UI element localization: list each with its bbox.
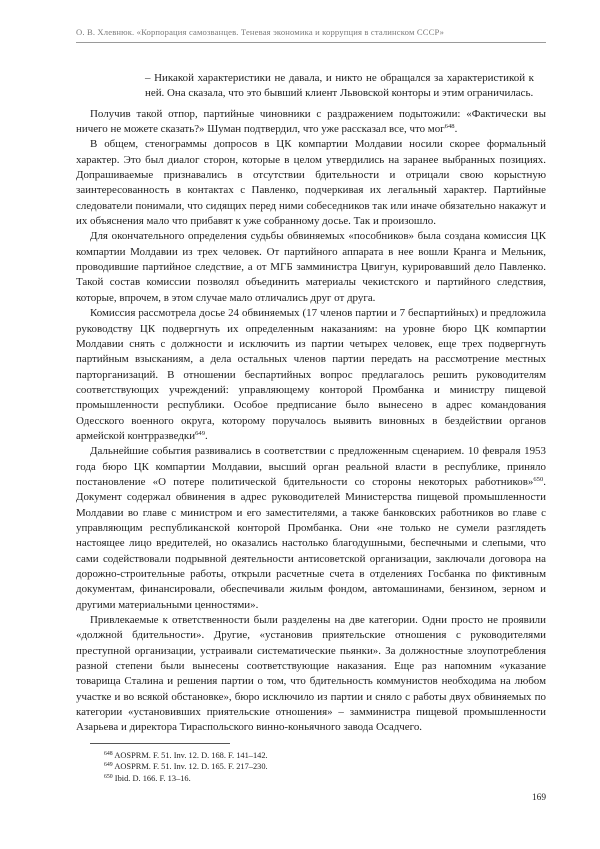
paragraph-text: В общем, стенограммы допросов в ЦК компартии Молдавии носили скорее формальный характер. Это был диалог сторон, которые в целом утвердились на заранее выбранных позициях. Допрашиваемые признавались в отсутствии бдительности и отрицали свою корыстную заинтересованность в контактах с Павленко, подчеркивая их легальный характер. Партийные следователи понимали, что сидящих перед ними собеседников так или иначе обязательно накажут и их объяснения мало что прибавят к уже собранному досье. Так и произошло. — [76, 138, 546, 228]
paragraph-text: Для окончательного определения судьбы обвиняемых «пособников» была создана комиссия ЦК компартии Молдавии из трех человек. От партийного аппарата в нее вошли Кранга и Мельник, проводившие партийное следствие, а от МГБ замминистра Цвигун, курировавший дело Павленко. Такой состав комиссии позволял объединить материалы чекистского и партийного следствия, которые, впрочем, в этом случае мало отличались друг от друга. — [76, 230, 546, 304]
paragraph-text: Получив такой отпор, партийные чиновники с раздражением подытожили: «Фактически вы ничего не можете сказать?» Шуман подтвердил, что уже рассказал все, что мог — [76, 107, 546, 136]
paragraph-text: Привлекаемые к ответственности были разделены на две категории. Одни просто не проявили «должной бдительности». Другие, «установив приятельские отношения с руководителями преступной организации, устраивали систематические пьянки». За должностные злоупотребления разной степени были вынесены соответствующие наказания. Еще раз напомним «указание товарища Сталина и решения партии о том, что бдительность коммунистов необходима на любом участке и во всякой обстановке», бюро исключило из партии и сняло с работы двух обвиняемых по категории «установивших приятельские отношения» – замминистра пищевой промышленности Азарьева и директора Тираспольского винно-коньячного завода Осадчего. — [76, 614, 546, 734]
paragraph — [76, 137, 546, 229]
paragraph-list — [76, 107, 546, 736]
footnote-text: AOSPRM. F. 51. Inv. 12. D. 168. F. 141–142. — [112, 751, 268, 760]
paragraph-text: Комиссия рассмотрела досье 24 обвиняемых (17 членов партии и 7 беспартийных) и предложила руководству ЦК подвергнуть их определенным наказаниям: на уровне бюро ЦК компартии Молдавии снять с должности и исключить из партии четырех человек, еще трех подвергнуть партийным взысканиям, а дела остальных членов партии передать на рассмотрение местных парторганизаций. В отношении беспартийных вопрос предлагалось решить руководителям соответствующих учреждений: управляющему конторой Промбанка и министру пищевой промышленности республики. Особое предписание было вынесено в адрес командования Одесского военного округа, которому поручалось выявить виновных в бездействии органов армейской контрразведки — [76, 307, 546, 442]
paragraph — [76, 306, 546, 444]
paragraph-text: Дальнейшие события развивались в соответствии с предложенным сценарием. 10 февраля 1953 года бюро ЦК компартии Молдавии, высший орган реальной власти в республике, приняло постановление «О потере политической бдительности со стороны некоторых работников» — [76, 445, 546, 488]
footnote-rule — [90, 743, 230, 744]
footnote — [104, 773, 464, 784]
footnote — [104, 761, 464, 772]
footnote — [104, 750, 464, 761]
footnote-number: 649 — [104, 762, 113, 769]
footnote-ref: 649 — [195, 429, 205, 437]
footnote-ref: 650 — [533, 475, 544, 483]
footnote-text: Ibid. D. 166. F. 13–16. — [112, 773, 191, 783]
block-quote: – Никакой характеристики не давала, и никто не обращался за характеристикой к ней. Она сказала, что это бывший клиент Львовской конторы и этим ограничилась. — [145, 72, 534, 100]
footnote-number: 648 — [104, 751, 113, 757]
header-rule — [76, 42, 546, 43]
main-text — [76, 71, 546, 736]
footnote-text: AOSPRM. F. 51. Inv. 12. D. 165. F. 217–230. — [112, 762, 268, 772]
page-number: 169 — [531, 793, 546, 803]
footnote-ref: 648 — [444, 123, 455, 131]
paragraph — [76, 444, 546, 613]
paragraph — [76, 229, 546, 306]
running-head: О. В. Хлевнюк. «Корпорация самозванцев. Теневая экономика и коррупция в сталинском СССР» — [76, 27, 445, 37]
paragraph-text: . — [205, 429, 208, 442]
paragraph-text: . — [454, 123, 458, 136]
footnote-number: 650 — [104, 773, 113, 780]
paragraph — [76, 613, 546, 736]
footnote-list — [104, 750, 464, 784]
paragraph — [76, 107, 546, 138]
paragraph-text: . Документ содержал обвинения в адрес руководителей Министерства пищевой промышленности Молдавии во главе с министром и его заместителями, а также банковских работников во главе с управляющим республиканской конторой Промбанка. Они «не только не сумели разглядеть настоящее лицо вредителей, но оказались настолько благодушными, беспечными и слепыми, что сами содействовали подрывной деятельности антисоветской организации, заключали договора на дорожно-строительные работы, открыли расчетные счета в отделениях Госбанка по фиктивным документам, финансировали, обеспечивали жилым фондом, автомашинами, бензином, зерном и другими материальными ценностями». — [76, 475, 546, 611]
